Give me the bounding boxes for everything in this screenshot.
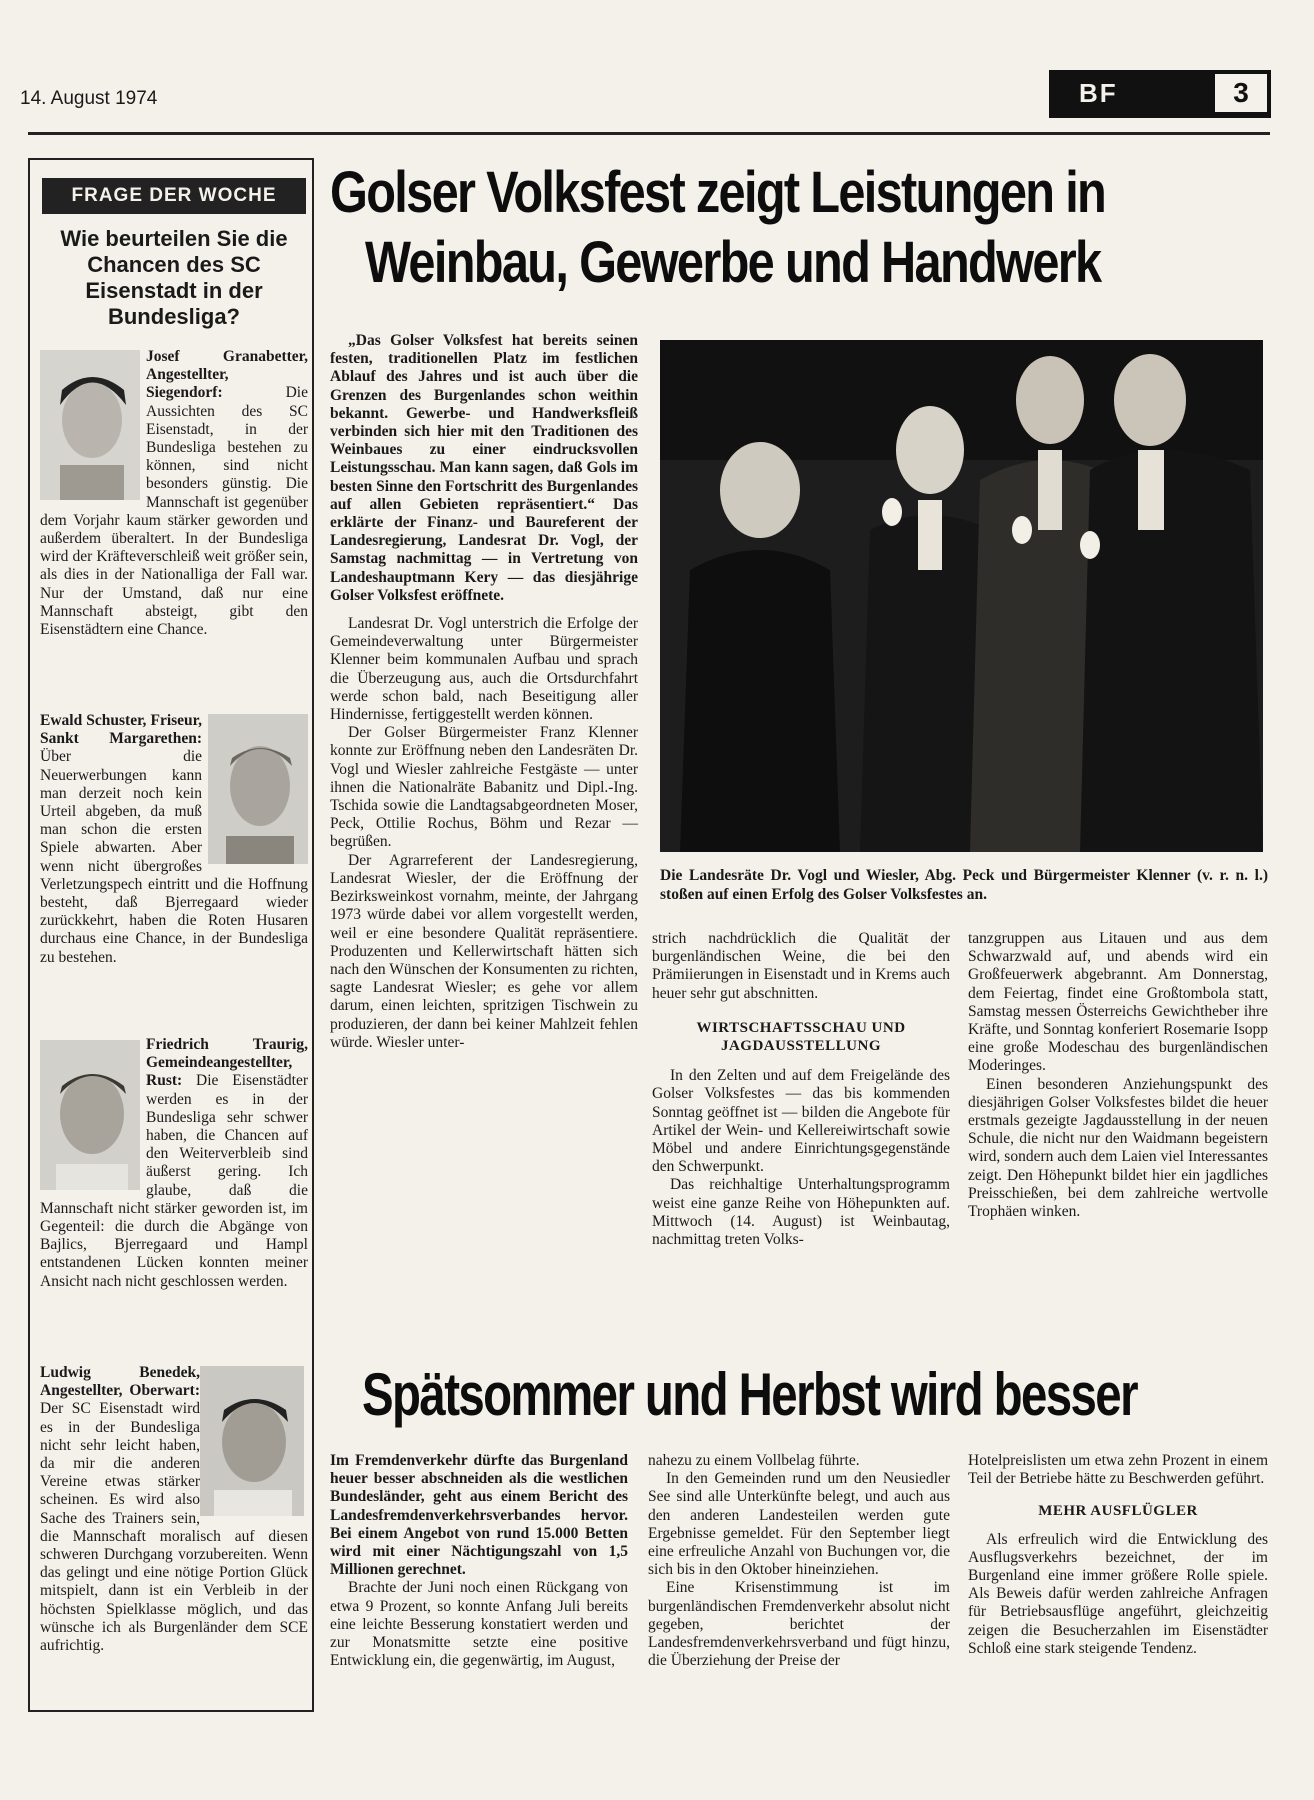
article-2-headline: Spätsommer und Herbst wird besser bbox=[362, 1361, 1137, 1428]
article-1-paragraph: Der Agrarreferent der Landesregierung, Landesrat Wiesler, der die Eröffnung der Bezirksweinkost vornahm, meinte, der Jahrgang 1973 würde dabei vor allem vorgestellt werden, weil er eine besondere Qualität repräsentiere. Produzenten und Kellerwirtschaft hätten sich nach den Wünschen der Konsumenten zu richten, sagte Landesrat Wiesler; es gehe vor allem darum, einen leichten, spritzigen Tischwein zu produzieren, der dann bei keiner Mahlzeit fehlen würde. Wiesler unter- bbox=[330, 851, 638, 1051]
article-2-lead: Im Fremdenverkehr dürfte das Burgenland heuer besser abschneiden als die westlichen Bundesländer, geht aus einem Bericht des Landesfremdenverkehrsverbandes hervor. Bei einem Angebot von rund 15.000 Betten wird mit einer Nächtigungszahl von 1,5 Millionen gerechnet. bbox=[330, 1452, 628, 1579]
issue-date: 14. August 1974 bbox=[20, 88, 158, 109]
article-2-paragraph: In den Gemeinden rund um den Neusiedler See sind alle Unterkünfte belegt, und auch aus den anderen Landesteilen werden gute Ergebnisse gemeldet. Für den September liegt eine erfreuliche Anzahl von Buchungen vor, die sich bis in den Oktober hineinziehen. bbox=[648, 1470, 950, 1579]
article-2-right-column bbox=[968, 1452, 1268, 1658]
article-1-paragraph: Einen besonderen Anziehungspunkt des diesjährigen Golser Volksfestes bildet die heuer erstmals gezeigte Jagdausstellung in der neuen Schule, die nicht nur den Waidmann begeistern wird, sondern auch dem Laien viel Interessantes zeigt. Den Höhepunkt bildet hier ein jagdliches Preisschießen, bei dem zahlreiche wertvolle Trophäen winken. bbox=[968, 1075, 1268, 1221]
photo-caption: Die Landesräte Dr. Vogl und Wiesler, Abg. Peck und Bürgermeister Klenner (v. r. n. l.) stoßen auf einen Erfolg des Golser Volksfestes an. bbox=[660, 867, 1268, 903]
answer-1 bbox=[40, 348, 308, 639]
toast-photo-image bbox=[660, 340, 1263, 852]
article-1-paragraph: Landesrat Dr. Vogl unterstrich die Erfolge der Gemeindeverwaltung unter Bürgermeister Klenner beim kommunalen Aufbau und sprach die Überzeugung aus, auch die Ortsdurchfahrt werde schon bald, nach Beseitigung aller Hindernisse, fertiggestellt werden können. bbox=[330, 615, 638, 724]
answer-4-name: Ludwig Benedek, Angestellter, Oberwart: bbox=[40, 1364, 200, 1400]
answer-1-name: Josef Granabetter, Angestellter, Siegendorf: bbox=[146, 348, 308, 402]
article-1-headline bbox=[330, 158, 1275, 298]
article-1-paragraph: strich nachdrücklich die Qualität der burgenländischen Weine, die bei den Prämiierungen in Eisenstadt und in Krems auch heuer sehr gut abschnitten. bbox=[652, 930, 950, 1002]
article-1-lead: „Das Golser Volksfest hat bereits seinen festen, traditionellen Platz im festlichen Ablauf des Jahres und ist auch über die Grenzen des Burgenlandes schon weithin bekannt. Gewerbe- und Handwerksfleiß verbinden sich hier mit den Traditionen des Weinbaues zu einer eindrucksvollen Leistungsschau. Man kann sagen, daß Gols im besten Sinne den Fortschritt des Burgenlandes auf allen Gebieten repräsentiert.“ Das erklärte der Finanz- und Baureferent der Landesregierung, Landesrat Dr. Vogl, der Samstag nachmittag — in Vertretung von Landeshauptmann Kery — das diesjährige Golser Volksfest eröffnete. bbox=[330, 332, 638, 604]
answer-3-text: Die Eisenstädter werden es in der Bundesliga sehr schwer haben, die Chancen auf den Weiterverbleib sind äußerst gering. Ich glaube, daß die Mannschaft nicht stärker geworden ist, im Gegenteil: die durch die Abgänge von Bajlics, Bjerregaard und Hampl entstandenen Lücken konnten meiner Ansicht nach nicht geschlossen werden. bbox=[40, 1072, 308, 1290]
answer-4-text: Der SC Eisenstadt wird es in der Bundesliga nicht sehr leicht haben, da mir die anderen Vereine etwas stärker scheinen. Es wird also Sache des Trainers sein, die Mannschaft moralisch auf diesen schweren Durchgang vorzubereiten. Wenn das gelingt und eine nötige Portion Glück mitspielt, dann ist ein Verbleib in der höchsten Spielklasse möglich, und das wünsche ich als Burgenländer dem SCE aufrichtig. bbox=[40, 1400, 308, 1655]
sidebar-question: Wie beurteilen Sie die Chancen des SC Eisenstadt in der Bundesliga? bbox=[60, 226, 288, 329]
answer-3-name: Friedrich Traurig, Gemeindeangestellter, Rust: bbox=[146, 1036, 308, 1090]
answer-3 bbox=[40, 1036, 308, 1291]
article-2-paragraph: Als erfreulich wird die Entwicklung des Ausflugsverkehrs bezeichnet, der im Burgenland eine immer größere Rolle spiele. Als Beweis dafür werden zahlreiche Anfragen für Betriebsausflüge angeführt, gleichzeitig zeigen die Besucherzahlen im Eisenstädter Schloß eine stark steigende Tendenz. bbox=[968, 1530, 1268, 1657]
headline-line-1: Golser Volksfest zeigt Leistungen in bbox=[330, 160, 1106, 225]
article-1-paragraph: Der Golser Bürgermeister Franz Klenner konnte zur Eröffnung neben den Landesräten Dr. Vogl und Wiesler zahlreiche Festgäste — unter ihnen die Nationalräte Babanitz und Dipl.-Ing. Tschida sowie die Landtagsabgeordneten Moser, Peck, Ottilie Rochus, Böhm und Rezar — begrüßen. bbox=[330, 724, 638, 851]
article-2-paragraph: nahezu zu einem Vollbelag führte. bbox=[648, 1452, 860, 1469]
headline-line-2: Weinbau, Gewerbe und Handwerk bbox=[365, 230, 1101, 295]
article-2-subhead: MEHR AUSFLÜGLER bbox=[1038, 1503, 1198, 1520]
answer-2 bbox=[40, 712, 308, 967]
article-2-left-column bbox=[330, 1452, 628, 1670]
article-2-paragraph: Eine Krisenstimmung ist im burgenländischen Fremdenverkehr absolut nicht gegeben, berichtet der Landesfremdenverkehrsverband und fügt hinzu, die Überziehung der Preise der bbox=[648, 1579, 950, 1670]
article-1-subhead: WIRTSCHAFTSSCHAU UND JAGDAUSSTELLUNG bbox=[696, 1019, 906, 1055]
answer-4 bbox=[40, 1364, 308, 1655]
answer-2-text: Über die Neuerwerbungen kann man derzeit noch kein Urteil abgeben, da muß man schon die ersten Spiele abwarten. Aber wenn nicht übergroßes Verletzungspech eintritt und die Hoffnung besteht, daß Bjerregaard wieder zurückkehrt, haben die Roten Husaren durchaus eine Chance, in der Bundesliga zu bestehen. bbox=[40, 748, 308, 966]
article-2-paragraph: Brachte der Juni noch einen Rückgang von etwa 9 Prozent, so konnte Anfang Juli bereits eine leichte Besserung konstatiert werden und zur Monatsmitte setzte eine positive Entwicklung ein, die gegenwärtig, im August, bbox=[330, 1579, 628, 1670]
article-1-middle-column bbox=[652, 930, 950, 1249]
article-1-photo bbox=[660, 340, 1263, 852]
article-1-paragraph: Das reichhaltige Unterhaltungsprogramm weist eine ganze Reihe von Höhepunkten auf. Mittwoch (14. August) ist Weinbautag, nachmittag treten Volks- bbox=[652, 1176, 950, 1249]
article-2-paragraph: Hotelpreislisten um etwa zehn Prozent in einem Teil der Betriebe hätte zu Beschwerden geführt. bbox=[968, 1452, 1268, 1488]
masthead-box bbox=[1049, 70, 1271, 118]
article-1-paragraph: tanzgruppen aus Litauen und aus dem Schwarzwald auf, und abends wird ein Großfeuerwerk abgebrannt. Am Donnerstag, dem Feiertag, findet eine Großtombola statt, Samstag messen Österreichs Gewichtheber ihre Kräfte, und Sonntag konferiert Rosemarie Isopp eine große Modeschau des burgenländischen Moderinges. bbox=[968, 930, 1268, 1075]
header-rule bbox=[28, 132, 1270, 135]
answer-2-name: Ewald Schuster, Friseur, Sankt Margarethen: bbox=[40, 712, 202, 748]
article-1-left-column bbox=[330, 332, 638, 1052]
article-2-middle-column bbox=[648, 1452, 950, 1670]
answer-1-text: Die Aussichten des SC Eisenstadt, in der Bundesliga bestehen zu können, sind nicht besonders günstig. Die Mannschaft ist gegenüber dem Vorjahr kaum stärker geworden und außerdem überaltert. In der Bundesliga wird der Kräfteverschleiß weit größer sein, als dies in der Nationalliga der Fall war. Nur der Umstand, daß nur eine Mannschaft absteigt, gibt den Eisenstädtern eine Chance. bbox=[40, 384, 308, 639]
paper-name: BF bbox=[1079, 78, 1118, 108]
sidebar-label: FRAGE DER WOCHE bbox=[42, 178, 306, 214]
page-number: 3 bbox=[1215, 74, 1267, 112]
article-1-paragraph: In den Zelten und auf dem Freigelände des Golser Volksfestes — das bis kommenden Sonntag geöffnet ist — bilden die Angebote für Artikel der Wein- und Kellereiwirtschaft sowie Möbel und andere Einrichtungsgegenstände den Schwerpunkt. bbox=[652, 1067, 950, 1176]
article-1-right-column bbox=[968, 930, 1268, 1221]
